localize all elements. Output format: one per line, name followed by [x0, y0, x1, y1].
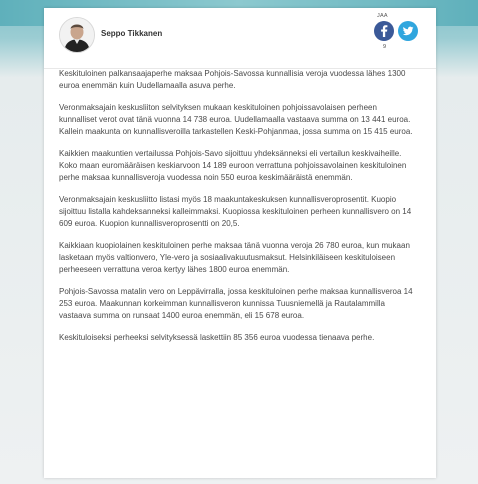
facebook-share-count: 9 — [382, 44, 387, 50]
article-paragraph: Keskituloiseksi perheeksi selvityksessä laskettiin 85 356 euroa vuodessa tienaava perhe. — [59, 333, 375, 342]
person-avatar-icon — [60, 18, 94, 52]
article-paragraph: Kaikkiaan kuopiolainen keskituloinen perhe maksaa tänä vuonna veroja 26 780 euroa, kun mukaan lasketaan myös valtionvero, Yle-vero ja sosiaalivakuutusmaksut. Helsinkiläiseen keskituloiseen perheeseen verrattuna veroa kertyy lähes 1800 euroa enemmän. — [59, 241, 410, 274]
author-avatar[interactable] — [59, 17, 95, 53]
article-body — [59, 68, 415, 354]
article-paragraph: Kaikkien maakuntien vertailussa Pohjois-Savo sijoittuu yhdeksänneksi eli vertailun keskivaiheille. Koko maan euromääräisen keskiarvoon 14 189 euroon verrattuna pohjoissavolainen keskituloinen perhe maksaa kunnallisveroja vuodessa noin 550 euroa keskimääräistä enemmän. — [59, 149, 407, 182]
facebook-share-button[interactable] — [374, 21, 394, 41]
twitter-share-button[interactable] — [398, 21, 418, 41]
article-header — [44, 8, 436, 69]
article-paragraph: Pohjois-Savossa matalin vero on Leppävirralla, jossa keskituloinen perhe maksaa kunnallisveroa 14 253 euroa. Maakunnan korkeimman kunnallisveron kunnissa Tuusniemellä ja Rautalammilla vastaava summa on runsaat 1400 euroa enemmän, eli 15 678 euroa. — [59, 287, 413, 320]
facebook-icon — [374, 21, 394, 41]
twitter-icon — [398, 21, 418, 41]
share-label: JAA — [377, 13, 388, 19]
article-card — [44, 8, 436, 478]
author-name[interactable]: Seppo Tikkanen — [101, 29, 163, 38]
article-paragraph: Keskituloinen palkansaajaperhe maksaa Pohjois-Savossa kunnallisia veroja vuodessa lähes 1300 euroa enemmän kuin Uudellamaalla asuva perhe. — [59, 69, 406, 90]
article-paragraph: Veronmaksajain keskusliiton selvityksen mukaan keskituloinen pohjoissavolaisen perheen kunnalliset verot ovat tänä vuonna 14 738 euroa. Uudellamaalla vastaava summa on 13 441 euroa. Kallein maakunta on kunnallisveroilla tarkastellen Keski-Pohjanmaa, jossa summa on 15 415 euroa. — [59, 103, 413, 136]
article-paragraph: Veronmaksajain keskusliitto listasi myös 18 maakuntakeskuksen kunnallisveroprosentit. Kuopio sijoittuu listalla kahdeksanneksi kalleimmaksi. Kuopiossa keskituloinen perheen kunnallisvero on 14 609 euroa. Kuopion kunnallisveroprosentti on 20,5. — [59, 195, 412, 228]
